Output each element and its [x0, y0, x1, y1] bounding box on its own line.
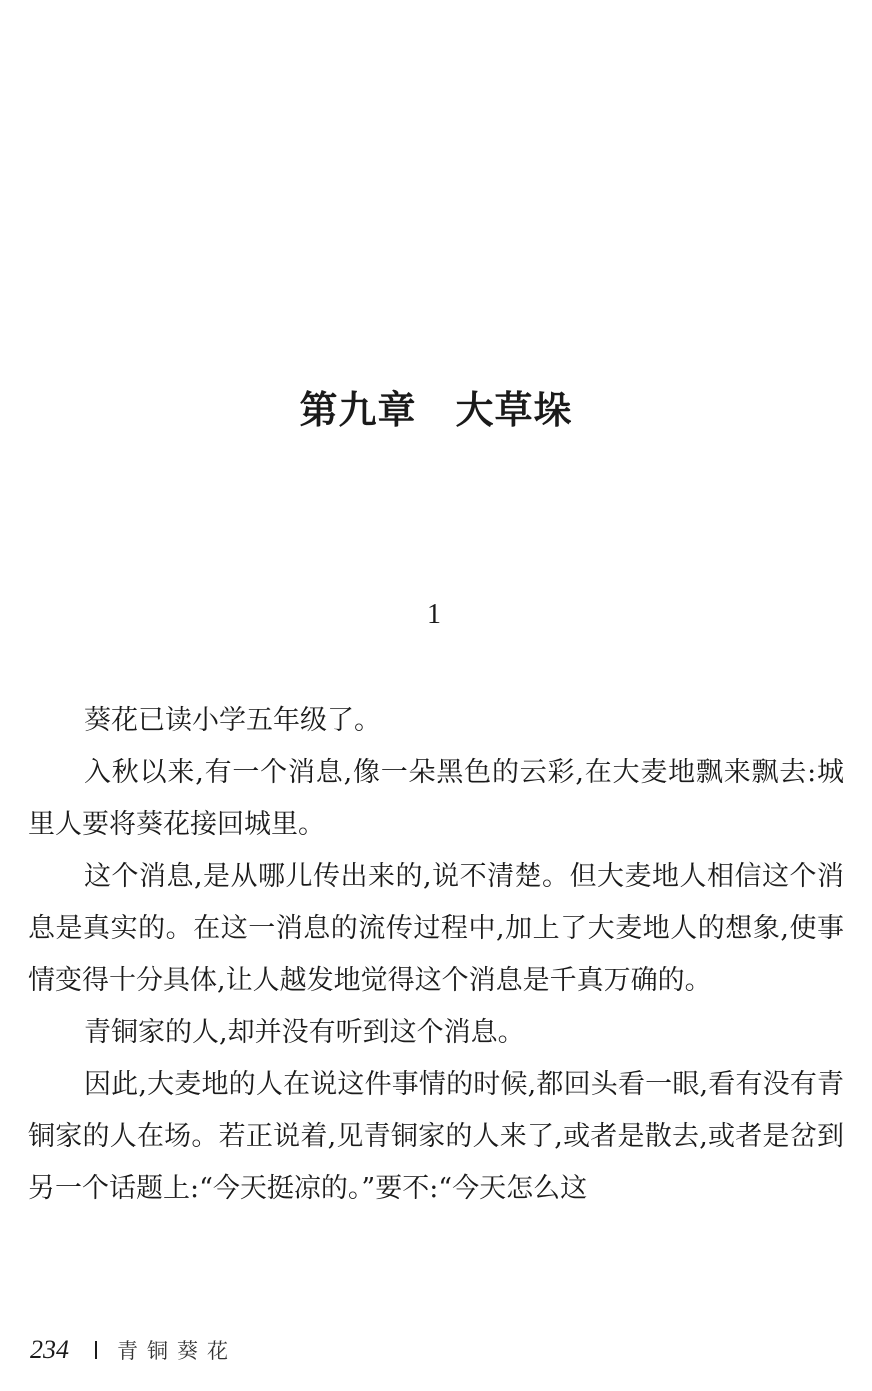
paragraph: 这个消息,是从哪儿传出来的,说不清楚。但大麦地人相信这个消息是真实的。在这一消息的流传过程中,加上了大麦地人的想象,使事情变得十分具体,让人越发地觉得这个消息是千真万确的。	[28, 861, 844, 996]
chapter-title: 第九章 大草垛	[299, 388, 573, 432]
body-text	[28, 695, 844, 1215]
section-number: 1	[427, 599, 441, 630]
paragraph: 入秋以来,有一个消息,像一朵黑色的云彩,在大麦地飘来飘去:城里人要将葵花接回城里。	[28, 757, 844, 840]
paragraph: 青铜家的人,却并没有听到这个消息。	[84, 1017, 525, 1048]
page-footer	[30, 1330, 237, 1370]
paragraph: 因此,大麦地的人在说这件事情的时候,都回头看一眼,看有没有青铜家的人在场。若正说着,见青铜家的人来了,或者是散去,或者是岔到另一个话题上:“今天挺凉的。”要不:“今天怎么这	[28, 1069, 844, 1204]
paragraph: 葵花已读小学五年级了。	[84, 705, 381, 736]
footer-divider	[95, 1341, 97, 1359]
page-number: 234	[30, 1335, 69, 1364]
book-title: 青铜葵花	[117, 1339, 237, 1363]
